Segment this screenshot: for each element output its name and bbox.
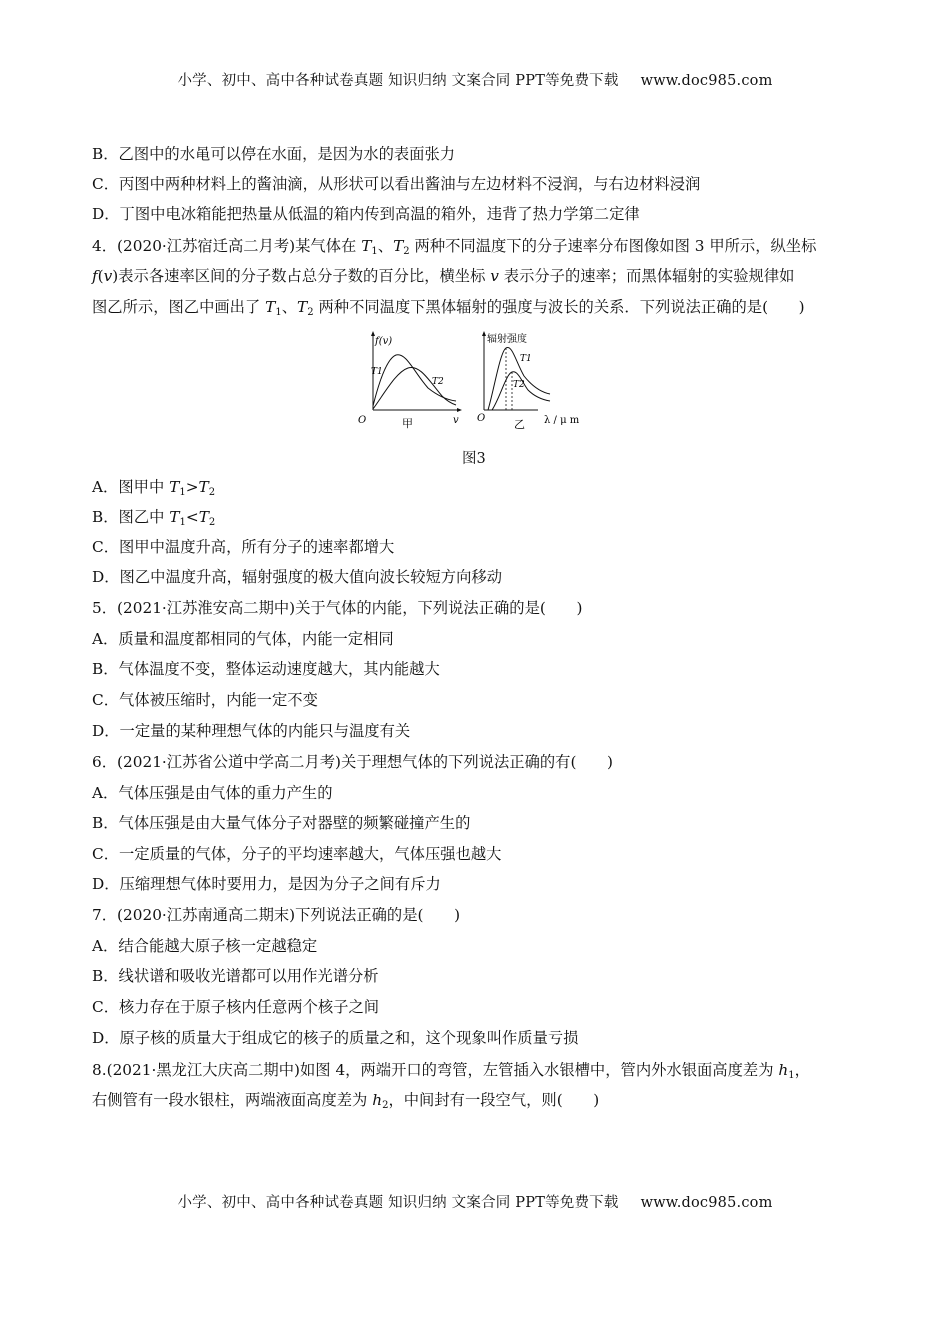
page-footer <box>0 1191 950 1212</box>
footer-text: 小学、初中、高中各种试卷真题 知识归纳 文案合同 PPT等免费下载 <box>177 1195 619 1211</box>
yi-t1-label: T1 <box>520 354 532 364</box>
jia-y-label: f(v) <box>375 336 393 347</box>
jia-x-label: v <box>453 415 459 426</box>
q6-option-c: C．一定质量的气体，分子的平均速率越大，气体压强也越大 <box>92 845 502 863</box>
q4-option-a: A．图甲中 $T_1>T_2$ <box>92 478 216 498</box>
figure-caption: 图3 <box>462 451 486 467</box>
q4-option-b: B．图乙中 $T_1<T_2$ <box>92 508 216 528</box>
q4-stem-line1: 4．(2020·江苏宿迁高二月考)某气体在 $T_1$、$T_2$ 两种不同温度下的分子速率分布图像如图 3 甲所示，纵坐标 <box>92 237 817 257</box>
graph-yi <box>477 331 580 431</box>
q6-stem: 6．(2021·江苏省公道中学高二月考)关于理想气体的下列说法正确的有( ) <box>92 753 614 771</box>
q8-stem-line2: 右侧管有一段水银柱，两端液面高度差为 $h_2$，中间封有一段空气，则( ) <box>92 1091 600 1111</box>
yi-y-arrow <box>482 331 486 336</box>
q4-stem-line2: f(v)表示各速率区间的分子数占总分子数的百分比，横坐标 v 表示分子的速率；而黑体辐射的实验规律如 <box>92 267 795 285</box>
q6-option-a: A．气体压强是由气体的重力产生的 <box>92 784 333 802</box>
q5-option-d: D．一定量的某种理想气体的内能只与温度有关 <box>92 722 411 740</box>
q6-option-d: D．压缩理想气体时要用力，是因为分子之间有斥力 <box>92 875 441 893</box>
jia-t1-label: T1 <box>371 367 383 377</box>
q5-option-c: C．气体被压缩时，内能一定不变 <box>92 691 318 709</box>
q4-option-c: C．图甲中温度升高，所有分子的速率都增大 <box>92 538 395 556</box>
yi-name: 乙 <box>514 418 525 431</box>
graph-jia <box>358 331 462 430</box>
q7-option-a: A．结合能越大原子核一定越稳定 <box>92 937 318 955</box>
jia-name: 甲 <box>402 417 413 430</box>
yi-y-label: 辐射强度 <box>487 334 527 345</box>
yi-t2-label: T2 <box>513 380 525 390</box>
q5-stem: 5．(2021·江苏淮安高二期中)关于气体的内能，下列说法正确的是( ) <box>92 599 583 617</box>
q5-option-b: B．气体温度不变，整体运动速度越大，其内能越大 <box>92 660 440 678</box>
q6-option-b: B．气体压强是由大量气体分子对器壁的频繁碰撞产生的 <box>92 814 471 832</box>
yi-origin: O <box>477 413 486 424</box>
header-url[interactable]: www.doc985.com <box>640 73 773 89</box>
q8-stem-line1: 8.(2021·黑龙江大庆高二期中)如图 4，两端开口的弯管，左管插入水银槽中，管内外水银面高度差为 $h_1$， <box>92 1061 810 1081</box>
q7-stem: 7．(2020·江苏南通高二期末)下列说法正确的是( ) <box>92 906 461 924</box>
prev-option-d: D．丁图中电冰箱能把热量从低温的箱内传到高温的箱外，违背了热力学第二定律 <box>92 205 640 223</box>
prev-option-b: B．乙图中的水黾可以停在水面，是因为水的表面张力 <box>92 145 456 163</box>
q7-option-c: C．核力存在于原子核内任意两个核子之间 <box>92 998 380 1016</box>
jia-curve-t2 <box>373 367 456 409</box>
jia-t2-label: T2 <box>432 377 444 387</box>
q4-option-d: D．图乙中温度升高，辐射强度的极大值向波长较短方向移动 <box>92 568 502 586</box>
prev-option-c: C．丙图中两种材料上的酱油滴，从形状可以看出酱油与左边材料不浸润，与右边材料浸润 <box>92 175 701 193</box>
footer-url[interactable]: www.doc985.com <box>640 1195 773 1211</box>
q7-option-d: D．原子核的质量大于组成它的核子的质量之和，这个现象叫作质量亏损 <box>92 1029 579 1047</box>
jia-origin: O <box>358 415 367 426</box>
figure-3 <box>356 330 596 434</box>
header-text: 小学、初中、高中各种试卷真题 知识归纳 文案合同 PPT等免费下载 <box>177 73 619 89</box>
q7-option-b: B．线状谱和吸收光谱都可以用作光谱分析 <box>92 967 379 985</box>
q4-stem-line3: 图乙所示，图乙中画出了 $T_1$、$T_2$ 两种不同温度下黑体辐射的强度与波长的关系．下列说法正确的是( ) <box>92 298 805 318</box>
q5-option-a: A．质量和温度都相同的气体，内能一定相同 <box>92 630 394 648</box>
yi-x-label: λ / μ m <box>544 415 580 426</box>
page-header <box>0 69 950 90</box>
jia-x-arrow <box>457 408 462 412</box>
